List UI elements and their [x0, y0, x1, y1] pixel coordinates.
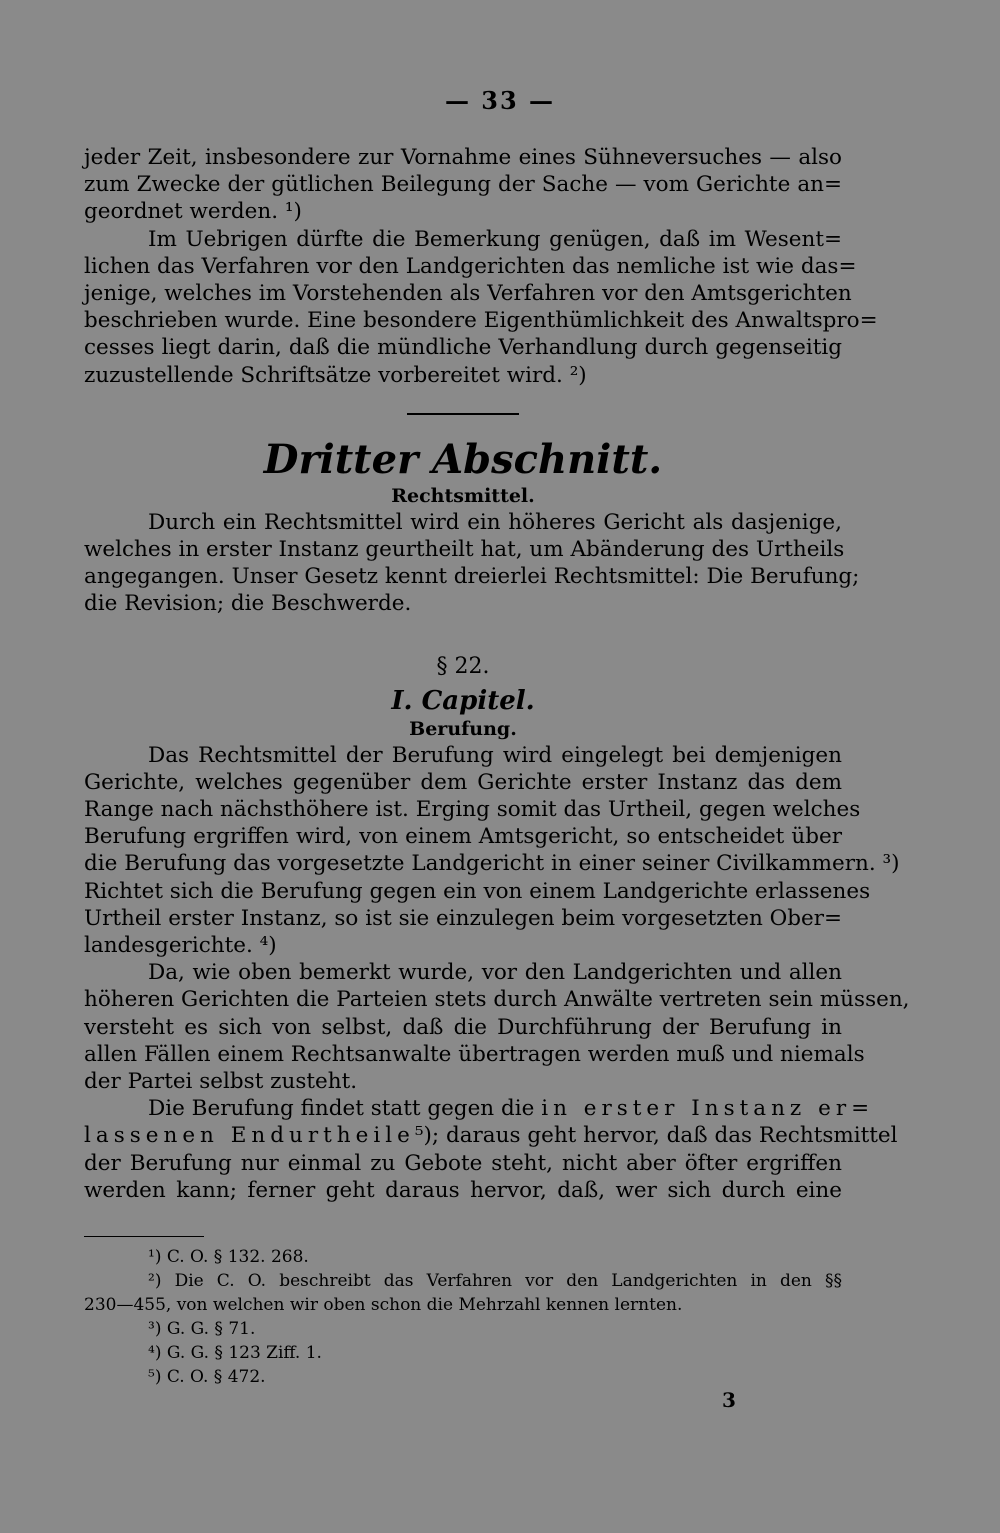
text-line: Das Rechtsmittel der Berufung wird eingelegt bei demjenigen: [148, 742, 842, 768]
text-line: der Partei selbst zusteht.: [84, 1069, 358, 1095]
main-text: [84, 144, 910, 1204]
text-line: allen Fällen einem Rechtsanwalte übertragen werden muß und niemals: [84, 1041, 865, 1067]
text-segment: Die Berufung findet statt gegen die: [148, 1096, 542, 1122]
text-line: [84, 1095, 875, 1122]
section-subtitle: Rechtsmittel.: [391, 484, 535, 507]
text-line: werden kann; ferner geht daraus hervor, daß, wer sich durch eine: [84, 1177, 842, 1203]
footnote: ⁴) G. G. § 123 Ziff. 1.: [148, 1343, 322, 1363]
footnote-continuation: 230—455, von welchen wir oben schon die Mehrzahl kennen lernten.: [84, 1295, 683, 1315]
spaced-emphasis: in erster Instanz er=: [541, 1096, 875, 1122]
text-line: die Revision; die Beschwerde.: [84, 591, 412, 617]
footnotes: [84, 1236, 842, 1389]
text-line: Richtet sich die Berufung gegen ein von einem Landgerichte erlassenes: [84, 878, 871, 904]
chapter-subtitle: Berufung.: [409, 717, 517, 740]
text-line: geordnet werden. ¹): [84, 199, 302, 225]
text-line: landesgerichte. ⁴): [84, 933, 277, 959]
footnote: ²) Die C. O. beschreibt das Verfahren vor den Landgerichten in den §§: [148, 1271, 842, 1291]
text-line: zum Zwecke der gütlichen Beilegung der Sache — vom Gerichte an=: [84, 172, 842, 198]
text-segment: ⁵); daraus geht hervor, daß das Rechtsmittel: [414, 1123, 898, 1149]
section-divider: [407, 413, 519, 415]
text-line: Im Uebrigen dürfte die Bemerkung genügen, daß im Wesent=: [148, 226, 842, 252]
text-line: Gerichte, welches gegenüber dem Gerichte erster Instanz das dem: [84, 769, 842, 795]
text-line: beschrieben wurde. Eine besondere Eigenthümlichkeit des Anwaltspro=: [84, 308, 878, 334]
text-line: Durch ein Rechtsmittel wird ein höheres Gericht als dasjenige,: [148, 509, 842, 535]
text-line: Da, wie oben bemerkt wurde, vor den Landgerichten und allen: [148, 960, 842, 986]
text-line: cesses liegt darin, daß die mündliche Verhandlung durch gegenseitig: [84, 335, 842, 361]
page-header: — 33 —: [444, 86, 556, 115]
section-title: Dritter Abschnitt.: [263, 435, 663, 483]
chapter-title: I. Capitel.: [391, 685, 535, 716]
text-line: Range nach nächsthöhere ist. Erging somit das Urtheil, gegen welches: [84, 797, 861, 823]
text-line: angegangen. Unser Gesetz kennt dreierlei Rechtsmittel: Die Berufung;: [84, 564, 860, 590]
text-line: versteht es sich von selbst, daß die Durchführung der Berufung in: [84, 1014, 842, 1040]
text-line: lichen das Verfahren vor den Landgerichten das nemliche ist wie das=: [84, 253, 857, 279]
footnote: ¹) C. O. § 132. 268.: [148, 1247, 309, 1267]
text-line: Berufung ergriffen wird, von einem Amtsgericht, so entscheidet über: [84, 824, 842, 850]
footnote: ³) G. G. § 71.: [148, 1319, 256, 1339]
paragraph-number: § 22.: [436, 653, 490, 679]
signature-mark: 3: [722, 1388, 736, 1412]
spaced-emphasis: lassenen Endurtheile: [84, 1123, 415, 1149]
text-line: höheren Gerichten die Parteien stets durch Anwälte vertreten sein müssen,: [84, 987, 910, 1013]
text-line: jenige, welches im Vorstehenden als Verfahren vor den Amtsgerichten: [84, 281, 852, 307]
text-line: welches in erster Instanz geurtheilt hat, um Abänderung des Urtheils: [84, 537, 845, 563]
footnote-divider: [84, 1236, 204, 1237]
text-line: die Berufung das vorgesetzte Landgericht in einer seiner Civilkammern. ³): [84, 851, 900, 877]
text-line: der Berufung nur einmal zu Gebote steht, nicht aber öfter ergriffen: [84, 1150, 842, 1176]
text-line: Urtheil erster Instanz, so ist sie einzulegen beim vorgesetzten Ober=: [84, 905, 843, 931]
footnote: ⁵) C. O. § 472.: [148, 1367, 266, 1387]
text-line: [84, 1122, 898, 1149]
text-line: zuzustellende Schriftsätze vorbereitet wird. ²): [84, 362, 587, 388]
text-line: jeder Zeit, insbesondere zur Vornahme eines Sühneversuches — also: [84, 145, 842, 170]
